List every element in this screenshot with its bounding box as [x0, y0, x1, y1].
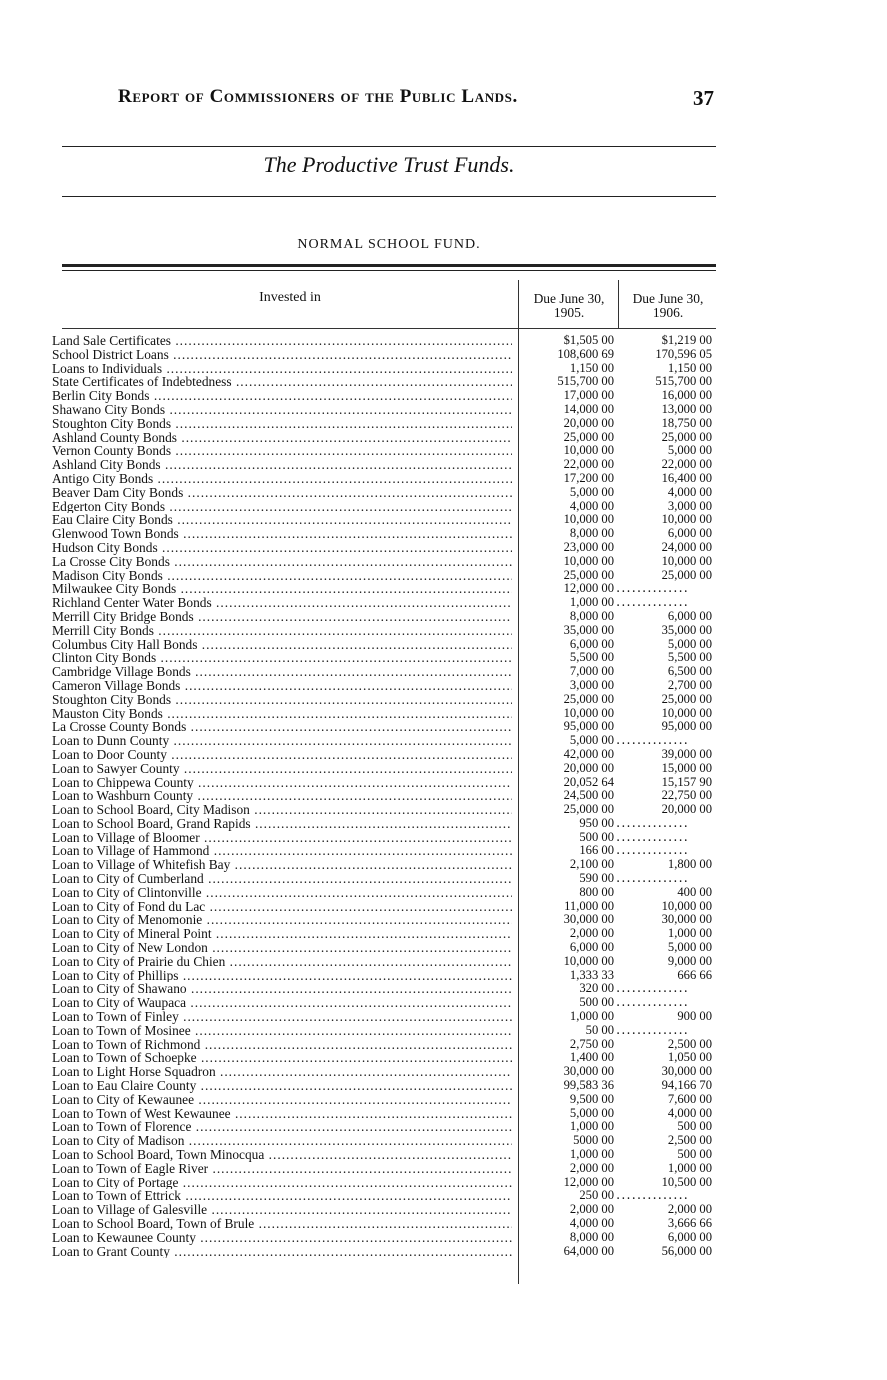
table-row	[52, 844, 722, 858]
value-1905: 14,000 00	[563, 401, 614, 416]
value-1905: 3,000 00	[569, 677, 614, 692]
value-1906: 56,000 00	[661, 1244, 712, 1258]
value-1906: 20,000 00	[661, 803, 712, 817]
row-label: Loan to Village of Galesville .....	[52, 1203, 512, 1217]
value-1906: 22,750 00	[661, 789, 712, 803]
value-1906-blank: ․․․․․․․․․․․․․․	[616, 844, 689, 858]
table-row	[52, 1079, 722, 1093]
row-label: Loan to City of Madison .....	[52, 1134, 512, 1148]
row-label: Berlin City Bonds .....	[52, 389, 512, 403]
value-1906: 35,000 00	[661, 623, 712, 637]
value-1905: 22,000 00	[563, 457, 614, 472]
value-1905: 25,000 00	[563, 691, 614, 706]
value-1905: 12,000 00	[563, 1174, 614, 1189]
value-1905: 30,000 00	[563, 1064, 614, 1079]
table-row	[52, 707, 722, 721]
value-1905: 1,150 00	[569, 360, 614, 375]
table-row	[52, 1245, 722, 1259]
value-1905: 250 00	[579, 1188, 614, 1203]
value-1905: 6,000 00	[569, 636, 614, 651]
value-1906: 10,000 00	[661, 554, 712, 568]
row-label: Loan to City of Cumberland .....	[52, 872, 512, 886]
value-1905: 1,000 00	[569, 595, 614, 610]
value-1906: 3,000 00	[667, 499, 712, 513]
row-label: Loan to City of Waupaca .....	[52, 996, 512, 1010]
row-label: Loan to Town of Eagle River .....	[52, 1162, 512, 1176]
table-row	[52, 1010, 722, 1024]
table-row	[52, 651, 722, 665]
row-label: Loan to City of Phillips .....	[52, 969, 512, 983]
value-1905: 2,000 00	[569, 926, 614, 941]
table-row	[52, 596, 722, 610]
value-1905: 8,000 00	[569, 608, 614, 623]
row-label: La Crosse City Bonds .....	[52, 555, 512, 569]
table-row	[52, 541, 722, 555]
value-1905: 1,000 00	[569, 1009, 614, 1024]
value-1906: 400 00	[677, 885, 712, 899]
value-1905: 10,000 00	[563, 553, 614, 568]
value-1906: 500 00	[677, 1148, 712, 1162]
value-1905: 25,000 00	[563, 429, 614, 444]
row-label: Loan to City of Menomonie .....	[52, 913, 512, 927]
value-1906: 94,166 70	[661, 1079, 712, 1093]
value-1906: 95,000 00	[661, 720, 712, 734]
value-1906: 1,150 00	[667, 361, 712, 375]
row-label: Loans to Individuals .....	[52, 362, 512, 376]
row-label: Ashland County Bonds .....	[52, 431, 512, 445]
value-1905: 20,000 00	[563, 760, 614, 775]
row-label: Cameron Village Bonds .....	[52, 679, 512, 693]
value-1905: 2,100 00	[569, 857, 614, 872]
row-label: Loan to School Board, Grand Rapids .....	[52, 817, 512, 831]
table-row	[52, 582, 722, 596]
table-row	[52, 941, 722, 955]
table-row	[52, 334, 722, 348]
value-1906: 900 00	[677, 1010, 712, 1024]
row-label: Loan to Town of Richmond .....	[52, 1038, 512, 1052]
value-1906: 18,750 00	[661, 416, 712, 430]
value-1906-blank: ․․․․․․․․․․․․․․	[616, 830, 689, 844]
value-1906: 6,500 00	[667, 665, 712, 679]
value-1905: 320 00	[579, 981, 614, 996]
table-row	[52, 817, 722, 831]
row-label: Loan to School Board, City Madison .....	[52, 803, 512, 817]
row-label: Milwaukee City Bonds .....	[52, 582, 512, 596]
row-label: Mauston City Bonds .....	[52, 707, 512, 721]
row-label: Loan to Dunn County .....	[52, 734, 512, 748]
rule-below-section-title	[62, 196, 716, 197]
table-row	[52, 789, 722, 803]
row-label: Shawano City Bonds .....	[52, 403, 512, 417]
row-label: Glenwood Town Bonds .....	[52, 527, 512, 541]
value-1905: 500 00	[579, 829, 614, 844]
table-row	[52, 362, 722, 376]
row-label: Loan to Town of Ettrick .....	[52, 1189, 512, 1203]
value-1905: 42,000 00	[563, 746, 614, 761]
value-1905: 5000 00	[573, 1133, 614, 1148]
table-row	[52, 762, 722, 776]
row-label: Ashland City Bonds .....	[52, 458, 512, 472]
value-1905: 12,000 00	[563, 581, 614, 596]
value-1905: 8,000 00	[569, 526, 614, 541]
value-1905: 166 00	[579, 843, 614, 858]
value-1906: 6,000 00	[667, 1230, 712, 1244]
value-1906: 16,400 00	[661, 471, 712, 485]
row-label: Loan to School Board, Town Minocqua .....	[52, 1148, 512, 1162]
value-1906: 15,157 90	[661, 775, 712, 789]
table-row	[52, 1093, 722, 1107]
value-1905: 11,000 00	[564, 898, 614, 913]
value-1905: 20,052 64	[563, 774, 614, 789]
table-row	[52, 982, 722, 996]
table-row	[52, 1203, 722, 1217]
table-row	[52, 1189, 722, 1203]
value-1905: 25,000 00	[563, 567, 614, 582]
value-1905: 6,000 00	[569, 940, 614, 955]
table-row	[52, 389, 722, 403]
row-label: Richland Center Water Bonds .....	[52, 596, 512, 610]
row-label: Loan to Town of Finley .....	[52, 1010, 512, 1024]
value-1905: 1,333 33	[569, 967, 614, 982]
row-label: Loan to City of Shawano .....	[52, 982, 512, 996]
row-label: Antigo City Bonds .....	[52, 472, 512, 486]
table-row	[52, 1231, 722, 1245]
value-1906: 15,000 00	[661, 761, 712, 775]
row-label: Loan to Light Horse Squadron .....	[52, 1065, 512, 1079]
value-1906: 10,000 00	[661, 513, 712, 527]
value-1905: 50 00	[585, 1022, 614, 1037]
value-1906: $1,219 00	[661, 334, 712, 347]
row-label: Loan to City of Prairie du Chien .....	[52, 955, 512, 969]
table-row	[52, 1038, 722, 1052]
value-1905: 4,000 00	[569, 498, 614, 513]
value-1906: 1,000 00	[667, 927, 712, 941]
value-1906-blank: ․․․․․․․․․․․․․․	[616, 1189, 689, 1203]
value-1905: 10,000 00	[563, 512, 614, 527]
running-title: Report of Commissioners of the Public Lands.	[118, 86, 518, 107]
value-1905: 7,000 00	[569, 664, 614, 679]
table-row	[52, 969, 722, 983]
row-label: Cambridge Village Bonds .....	[52, 665, 512, 679]
value-1906: 666 66	[677, 968, 712, 982]
row-label: Loan to School Board, Town of Brule .....	[52, 1217, 512, 1231]
rule-above-section-title	[62, 146, 716, 147]
row-label: Madison City Bonds .....	[52, 569, 512, 583]
value-1906: 30,000 00	[661, 1065, 712, 1079]
row-label: Loan to Village of Whitefish Bay .....	[52, 858, 512, 872]
value-1906-blank: ․․․․․․․․․․․․․․	[616, 996, 689, 1010]
row-label: Loan to Eau Claire County .....	[52, 1079, 512, 1093]
table-row	[52, 513, 722, 527]
table-row	[52, 679, 722, 693]
value-1906: 24,000 00	[661, 540, 712, 554]
page-header	[118, 86, 718, 116]
row-label: Loan to Village of Hammond .....	[52, 844, 512, 858]
value-1905: 590 00	[579, 871, 614, 886]
value-1905: 64,000 00	[563, 1243, 614, 1258]
row-label: Loan to City of Portage .....	[52, 1176, 512, 1190]
row-label: Loan to City of Clintonville .....	[52, 886, 512, 900]
table-top-rule	[62, 264, 716, 271]
value-1905: 23,000 00	[563, 539, 614, 554]
value-1905: 5,000 00	[569, 484, 614, 499]
value-1905: 1,400 00	[569, 1050, 614, 1065]
value-1905: 515,700 00	[557, 374, 614, 389]
value-1906: 5,000 00	[667, 941, 712, 955]
table-row	[52, 803, 722, 817]
value-1906: 1,050 00	[667, 1051, 712, 1065]
value-1906-blank: ․․․․․․․․․․․․․․	[616, 982, 689, 996]
table-row	[52, 458, 722, 472]
value-1905: 2,000 00	[569, 1202, 614, 1217]
value-1906: 10,500 00	[661, 1175, 712, 1189]
value-1906-blank: ․․․․․․․․․․․․․․	[616, 582, 689, 596]
row-label: Eau Claire City Bonds .....	[52, 513, 512, 527]
table-row	[52, 1024, 722, 1038]
header-bottom-rule	[62, 328, 716, 329]
table-row	[52, 886, 722, 900]
row-label: Edgerton City Bonds .....	[52, 500, 512, 514]
value-1906: 5,000 00	[667, 444, 712, 458]
value-1905: 1,000 00	[569, 1119, 614, 1134]
table-row	[52, 1107, 722, 1121]
table-row	[52, 444, 722, 458]
value-1906: 10,000 00	[661, 899, 712, 913]
table-row	[52, 348, 722, 362]
value-1906: 3,666 66	[667, 1217, 712, 1230]
table-row	[52, 872, 722, 886]
fund-title: NORMAL SCHOOL FUND.	[297, 237, 481, 252]
section-title: The Productive Trust Funds.	[263, 152, 515, 177]
value-1906: 4,000 00	[667, 485, 712, 499]
row-label: Vernon County Bonds .....	[52, 444, 512, 458]
value-1906: 22,000 00	[661, 458, 712, 472]
value-1905: $1,505 00	[563, 333, 614, 347]
value-1906: 4,000 00	[667, 1106, 712, 1120]
table-row	[52, 720, 722, 734]
table-row	[52, 375, 722, 389]
table-row	[52, 1148, 722, 1162]
value-1905: 30,000 00	[563, 912, 614, 927]
value-1906: 5,000 00	[667, 637, 712, 651]
table-row	[52, 624, 722, 638]
table-row	[52, 527, 722, 541]
value-1906: 7,600 00	[667, 1092, 712, 1106]
value-1906-blank: ․․․․․․․․․․․․․․	[616, 1023, 689, 1037]
value-1906: 2,500 00	[667, 1134, 712, 1148]
table-row	[52, 1134, 722, 1148]
row-label: Clinton City Bonds .....	[52, 651, 512, 665]
row-label: Stoughton City Bonds .....	[52, 693, 512, 707]
row-label: Loan to Sawyer County .....	[52, 762, 512, 776]
value-1906-blank: ․․․․․․․․․․․․․․	[616, 816, 689, 830]
value-1905: 25,000 00	[563, 802, 614, 817]
table-row	[52, 610, 722, 624]
value-1905: 35,000 00	[563, 622, 614, 637]
column-header-due-1906: Due June 30, 1906.	[632, 291, 704, 320]
value-1905: 800 00	[579, 884, 614, 899]
value-1906: 1,800 00	[667, 858, 712, 872]
table-row	[52, 665, 722, 679]
row-label: Columbus City Hall Bonds .....	[52, 638, 512, 652]
value-1906: 2,500 00	[667, 1037, 712, 1051]
row-label: State Certificates of Indebtedness .....	[52, 375, 512, 389]
value-1905: 2,750 00	[569, 1036, 614, 1051]
row-label: Merrill City Bonds .....	[52, 624, 512, 638]
table-row	[52, 831, 722, 845]
value-1905: 95,000 00	[563, 719, 614, 734]
row-label: Loan to City of New London .....	[52, 941, 512, 955]
table-row	[52, 858, 722, 872]
value-1906: 6,000 00	[667, 527, 712, 541]
table-row	[52, 1162, 722, 1176]
row-label: Loan to Grant County .....	[52, 1245, 512, 1259]
row-label: Loan to Village of Bloomer .....	[52, 831, 512, 845]
row-label: La Crosse County Bonds .....	[52, 720, 512, 734]
value-1906-blank: ․․․․․․․․․․․․․․	[616, 734, 689, 748]
value-1905: 10,000 00	[563, 705, 614, 720]
row-label: Loan to Kewaunee County .....	[52, 1231, 512, 1245]
table-row	[52, 734, 722, 748]
row-label: School District Loans .....	[52, 348, 512, 362]
value-1905: 20,000 00	[563, 415, 614, 430]
value-1906: 5,500 00	[667, 651, 712, 665]
value-1906: 2,000 00	[667, 1203, 712, 1217]
row-label: Loan to Town of Schoepke .....	[52, 1051, 512, 1065]
table-row	[52, 693, 722, 707]
row-label: Land Sale Certificates .....	[52, 334, 512, 348]
row-label: Loan to Town of Mosinee .....	[52, 1024, 512, 1038]
value-1905: 99,583 36	[563, 1078, 614, 1093]
value-1906: 10,000 00	[661, 706, 712, 720]
value-1906: 170,596 05	[655, 347, 712, 361]
table-row	[52, 776, 722, 790]
row-label: Loan to Door County .....	[52, 748, 512, 762]
value-1906: 25,000 00	[661, 568, 712, 582]
page-number: 37	[693, 86, 714, 110]
table-row	[52, 1217, 722, 1231]
value-1906: 39,000 00	[661, 747, 712, 761]
row-label: Loan to Town of West Kewaunee .....	[52, 1107, 512, 1121]
value-1906: 515,700 00	[655, 375, 712, 389]
table-row	[52, 927, 722, 941]
row-label: Loan to City of Kewaunee .....	[52, 1093, 512, 1107]
value-1905: 950 00	[579, 815, 614, 830]
value-1905: 5,000 00	[569, 1105, 614, 1120]
table-row	[52, 417, 722, 431]
value-1905: 10,000 00	[563, 443, 614, 458]
table-row	[52, 996, 722, 1010]
row-label: Hudson City Bonds .....	[52, 541, 512, 555]
table-row	[52, 555, 722, 569]
value-1905: 2,000 00	[569, 1160, 614, 1175]
value-1906: 13,000 00	[661, 402, 712, 416]
row-label: Loan to Town of Florence .....	[52, 1120, 512, 1134]
value-1906: 6,000 00	[667, 609, 712, 623]
column-divider-1906	[618, 280, 619, 328]
table-row	[52, 913, 722, 927]
table-row	[52, 1065, 722, 1079]
value-1906: 2,700 00	[667, 678, 712, 692]
column-header-invested-in: Invested in	[259, 290, 321, 305]
column-header-due-1905: Due June 30, 1905.	[533, 291, 605, 320]
row-label: Loan to Chippewa County .....	[52, 776, 512, 790]
value-1906: 16,000 00	[661, 389, 712, 403]
row-label: Merrill City Bridge Bonds .....	[52, 610, 512, 624]
value-1906-blank: ․․․․․․․․․․․․․․	[616, 596, 689, 610]
value-1905: 5,000 00	[569, 733, 614, 748]
value-1905: 10,000 00	[563, 953, 614, 968]
table-row	[52, 431, 722, 445]
value-1905: 24,500 00	[563, 788, 614, 803]
table-row	[52, 1051, 722, 1065]
value-1905: 4,000 00	[569, 1216, 614, 1230]
table-row	[52, 900, 722, 914]
row-label: Loan to City of Fond du Lac .....	[52, 900, 512, 914]
value-1906: 1,000 00	[667, 1161, 712, 1175]
value-1905: 5,500 00	[569, 650, 614, 665]
value-1905: 1,000 00	[569, 1147, 614, 1162]
table-body	[52, 334, 722, 1258]
value-1906: 25,000 00	[661, 692, 712, 706]
table-row	[52, 403, 722, 417]
value-1905: 500 00	[579, 995, 614, 1010]
value-1905: 17,200 00	[563, 470, 614, 485]
row-label: Beaver Dam City Bonds .....	[52, 486, 512, 500]
table-row	[52, 569, 722, 583]
row-label: Stoughton City Bonds .....	[52, 417, 512, 431]
value-1905: 108,600 69	[557, 346, 614, 361]
table-row	[52, 486, 722, 500]
value-1905: 9,500 00	[569, 1091, 614, 1106]
table-row	[52, 638, 722, 652]
value-1905: 17,000 00	[563, 388, 614, 403]
table-row	[52, 1120, 722, 1134]
table-row	[52, 472, 722, 486]
value-1906: 9,000 00	[667, 954, 712, 968]
table-row	[52, 500, 722, 514]
value-1906: 500 00	[677, 1120, 712, 1134]
row-label: Loan to Washburn County .....	[52, 789, 512, 803]
value-1906: 25,000 00	[661, 430, 712, 444]
table-row	[52, 1176, 722, 1190]
table-row	[52, 955, 722, 969]
value-1905: 8,000 00	[569, 1229, 614, 1244]
row-label: Loan to City of Mineral Point .....	[52, 927, 512, 941]
value-1906: 30,000 00	[661, 913, 712, 927]
table-row	[52, 748, 722, 762]
value-1906-blank: ․․․․․․․․․․․․․․	[616, 872, 689, 886]
